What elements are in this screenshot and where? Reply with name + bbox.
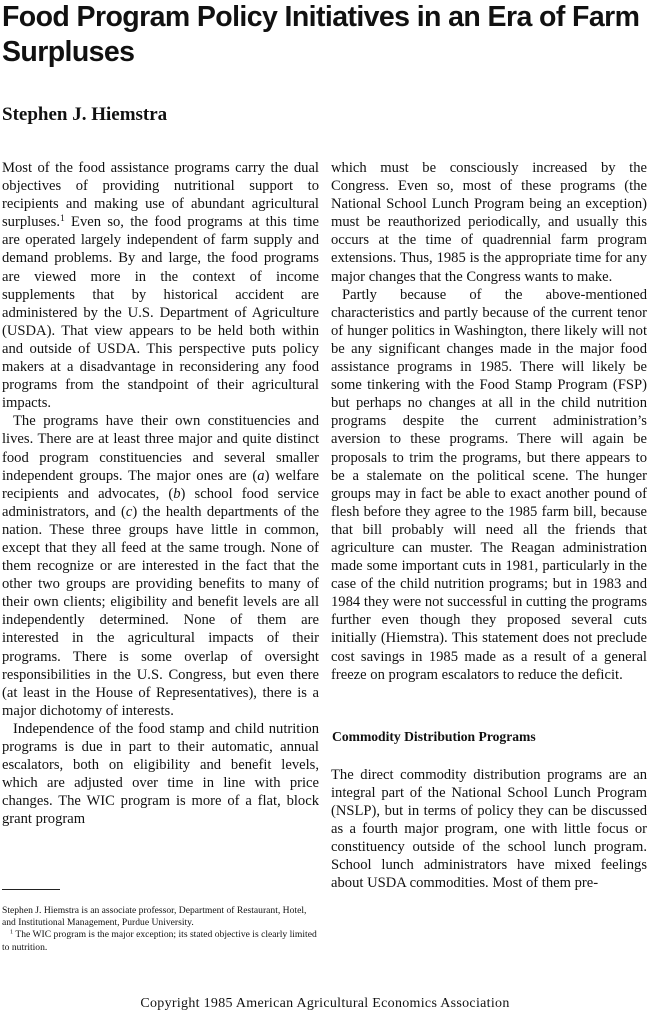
footnote-divider [2, 889, 60, 890]
footnote-mark: 1 [10, 928, 14, 936]
section-heading: Commodity Distribution Programs [332, 728, 536, 744]
body-paragraph [2, 412, 319, 720]
body-paragraph [2, 159, 319, 412]
author-affiliation: Stephen J. Hiemstra is an associate professor, Department of Restaurant, Hotel, and Institutional Management, Purdue University. [2, 905, 307, 929]
footnotes [2, 905, 320, 954]
author-name: Stephen J. Hiemstra [2, 104, 168, 125]
paragraph-text: Most of the food assistance programs carry the dual objectives of providing nutritional support to recipients and making use of abundant agricultural surpluses. [2, 160, 319, 231]
copyright-notice: Copyright 1985 American Agricultural Economics Association [140, 996, 510, 1011]
paragraph-text: ) school food service administrators, and ( [2, 485, 319, 520]
body-paragraph: The direct commodity distribution programs are an integral part of the National School Lunch Program (NSLP), but in terms of policy they can be discussed as a fourth major program, one with little focus or constituency outside of the school lunch program. School lunch administrators have mixed feelings about USDA commodities. Most of them pre- [331, 766, 647, 892]
footnote-text: The WIC program is the major exception; its stated objective is clearly limited to nutrition. [2, 929, 317, 953]
footnote-reference: 1 [59, 214, 65, 225]
footnote [2, 929, 320, 953]
body-paragraph: which must be consciously increased by the Congress. Even so, most of these programs (the National School Lunch Program being an exception) must be reauthorized periodically, and usually this occurs at the time of quadrennial farm program extensions. Thus, 1985 is the appropriate time for any major changes that the Congress wants to make. [331, 160, 647, 285]
paragraph-text: ) welfare recipients and advocates, ( [2, 467, 319, 502]
body-paragraph: Independence of the food stamp and child nutrition programs is due in part to their automatic, annual escalators, both on eligibility and benefit levels, which are adjusted over time in line with price changes. The WIC program is more of a flat, block grant program [2, 720, 319, 828]
left-column [2, 159, 319, 828]
body-paragraph: Partly because of the above-mentioned characteristics and partly because of the current tenor of hunger politics in Washington, there likely will not be any significant changes made in the major food assistance programs in 1985. There will likely be some tinkering with the Food Stamp Program (FSP) but perhaps no changes at all in the child nutrition programs despite the current administration’s aversion to these programs. There will again be proposals to trim the programs, but there appears to be a stalemate on the political scene. The hunger groups may in fact be able to exact another pound of flesh before they agree to the 1985 farm bill, because that bill probably will need all the friends that agriculture can muster. The Reagan administration made some important cuts in 1981, particularly in the case of the child nutrition programs; but in 1983 and 1984 they were not successful in cutting the programs further even though they proposed several cuts initially (Hiemstra). This statement does not preclude cost savings in 1985 made as a result of a general freeze on program escalators to reduce the deficit. [331, 286, 647, 683]
list-letter: a [257, 467, 265, 484]
list-letter: b [173, 485, 181, 502]
article-title: Food Program Policy Initiatives in an Era of Farm Surpluses [2, 1, 640, 68]
right-column [331, 159, 647, 892]
paragraph-text: Even so, the food programs at this time are operated largely independent of farm supply and demand problems. By and large, the food programs are viewed more in the context of income supplements that by historical accident are administered by the U.S. Department of Agriculture (USDA). That view appears to be held both within and outside of USDA. This perspective puts policy makers at a disadvantage in reconsidering any food programs from the standpoint of their agricultural impacts. [2, 214, 319, 412]
paragraph-text: The programs have their own constituencies and lives. There are at least three major and quite distinct food program constituencies and several smaller independent groups. The major ones are ( [2, 413, 319, 484]
paragraph-text: ) the health departments of the nation. These three groups have little in common, except that they all feed at the same trough. None of them recognize or are interested in the fact that the other two groups are providing benefits to many of their own clients; eligibility and benefit levels are all independently determined. None of them are interested in the agricultural impacts of their programs. There is some overlap of oversight responsibilities in the U.S. Congress, but even there (at least in the House of Representatives), there is a major dichotomy of interests. [2, 503, 319, 719]
list-letter: c [125, 503, 133, 520]
